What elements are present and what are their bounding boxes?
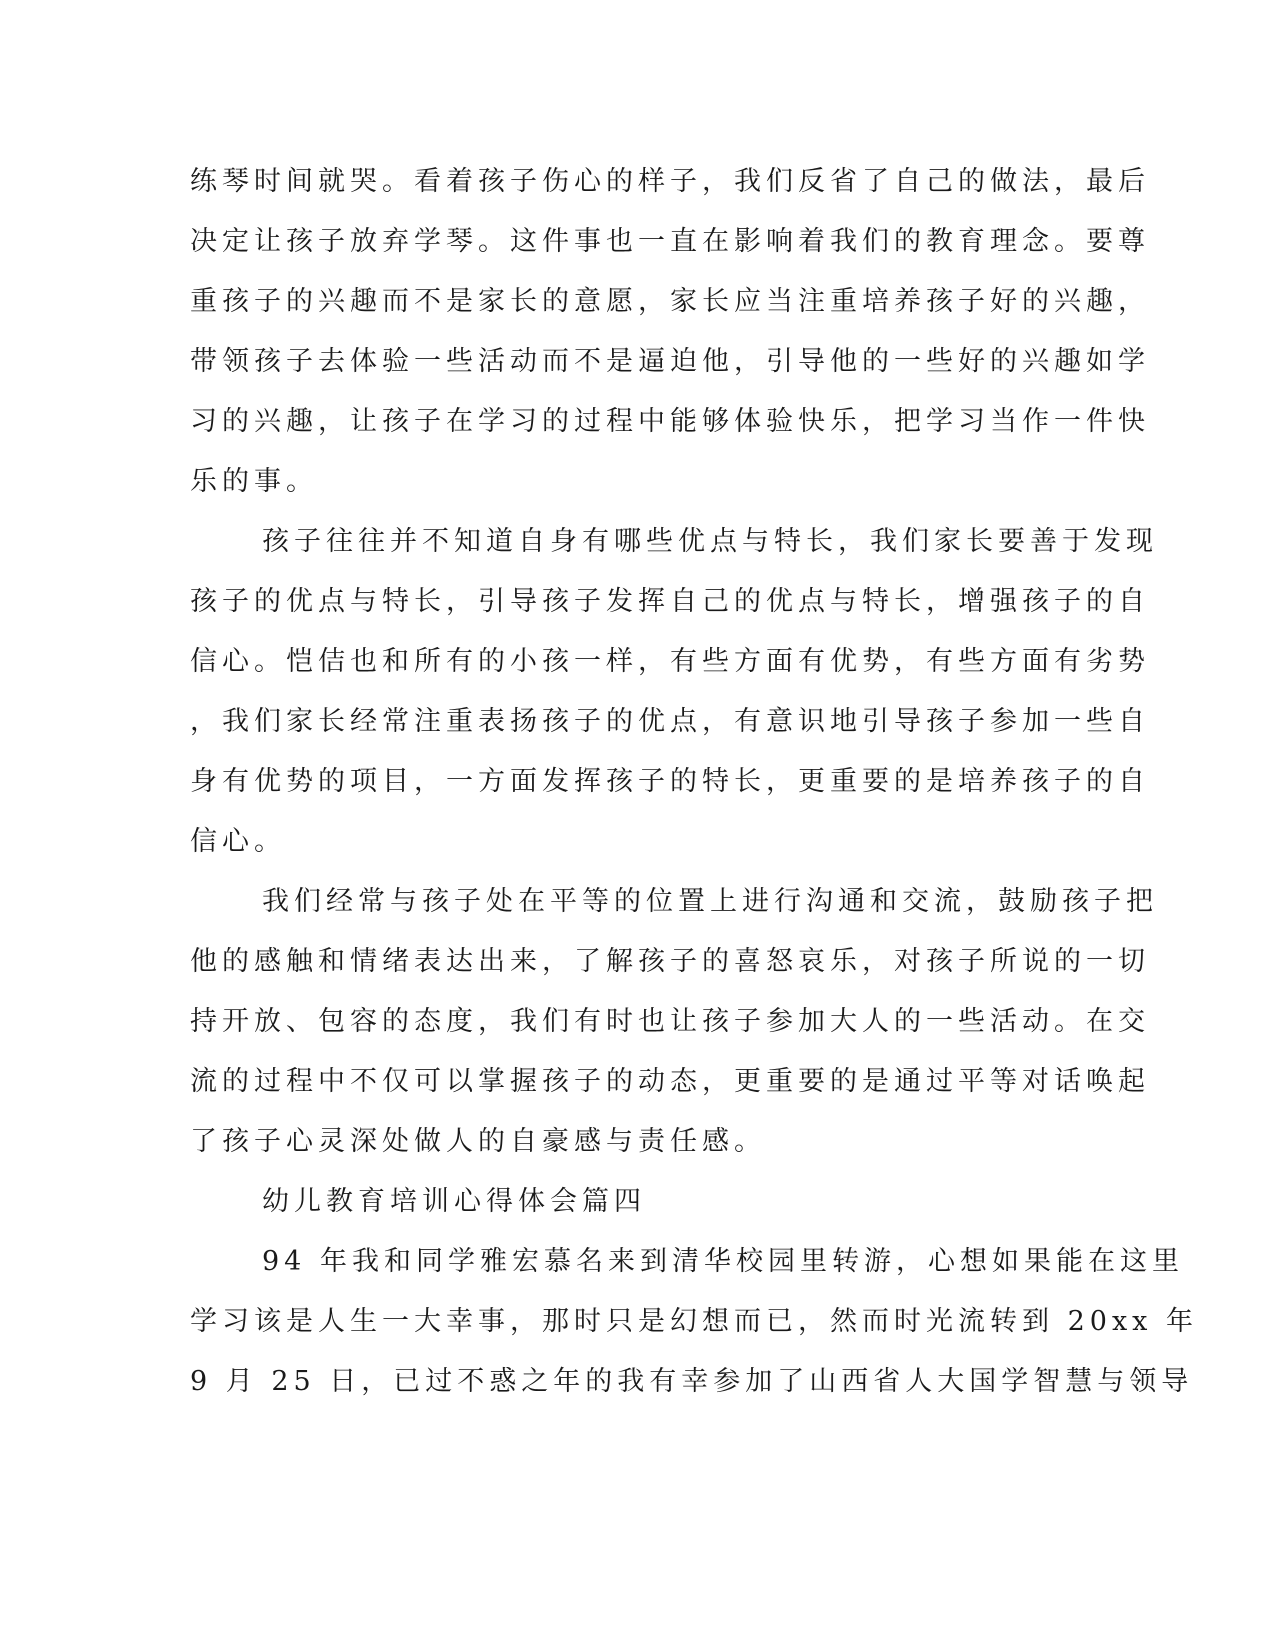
text-line: 身有优势的项目，一方面发挥孩子的特长，更重要的是培养孩子的自 <box>190 766 1150 797</box>
text-line: 9 月 25 日，已过不惑之年的我有幸参加了山西省人大国学智慧与领导 <box>190 1366 1194 1397</box>
text-line: ，我们家长经常注重表扬孩子的优点，有意识地引导孩子参加一些自 <box>190 706 1150 737</box>
paragraph-first-line: 我们经常与孩子处在平等的位置上进行沟通和交流，鼓励孩子把 <box>262 886 1158 917</box>
paragraph-first-line: 孩子往往并不知道自身有哪些优点与特长，我们家长要善于发现 <box>262 526 1158 557</box>
text-line: 信心。恺佶也和所有的小孩一样，有些方面有优势，有些方面有劣势 <box>190 646 1150 677</box>
text-line: 学习该是人生一大幸事，那时只是幻想而已，然而时光流转到 20xx 年 <box>190 1306 1198 1337</box>
text-line: 决定让孩子放弃学琴。这件事也一直在影响着我们的教育理念。要尊 <box>190 226 1150 257</box>
text-line: 乐的事。 <box>190 466 318 497</box>
text-line: 重孩子的兴趣而不是家长的意愿，家长应当注重培养孩子好的兴趣， <box>190 286 1150 317</box>
text-line: 他的感触和情绪表达出来，了解孩子的喜怒哀乐，对孩子所说的一切 <box>190 946 1150 977</box>
text-line: 习的兴趣，让孩子在学习的过程中能够体验快乐，把学习当作一件快 <box>190 406 1150 437</box>
text-line: 孩子的优点与特长，引导孩子发挥自己的优点与特长，增强孩子的自 <box>190 586 1150 617</box>
text-line: 信心。 <box>190 826 286 857</box>
text-line: 流的过程中不仅可以掌握孩子的动态，更重要的是通过平等对话唤起 <box>190 1066 1150 1097</box>
paragraph-first-line: 94 年我和同学雅宏慕名来到清华校园里转游，心想如果能在这里 <box>262 1246 1184 1277</box>
text-line: 持开放、包容的态度，我们有时也让孩子参加大人的一些活动。在交 <box>190 1006 1150 1037</box>
text-line: 了孩子心灵深处做人的自豪感与责任感。 <box>190 1126 766 1157</box>
text-line: 练琴时间就哭。看着孩子伤心的样子，我们反省了自己的做法，最后 <box>190 166 1150 197</box>
section-heading: 幼儿教育培训心得体会篇四 <box>262 1186 646 1217</box>
text-line: 带领孩子去体验一些活动而不是逼迫他，引导他的一些好的兴趣如学 <box>190 346 1150 377</box>
